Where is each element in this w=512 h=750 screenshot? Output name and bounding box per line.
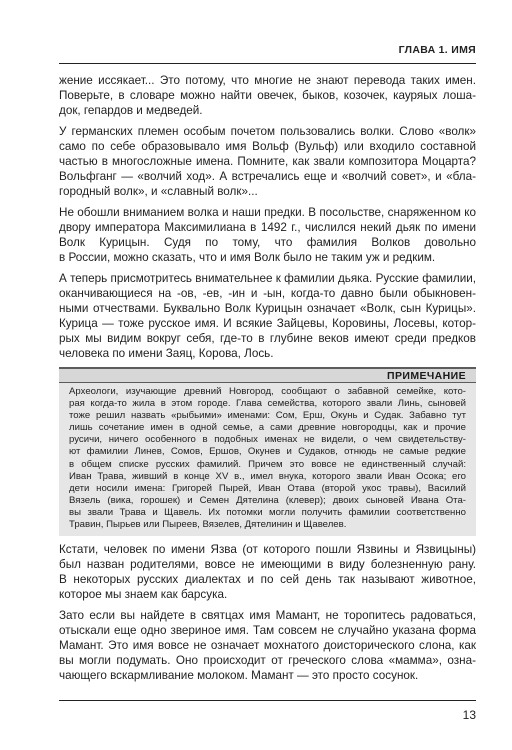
- text-line: в России, можно сказать, что и имя Волк было не таким уж и редким.: [59, 251, 436, 264]
- text-line: городный волк», и «славный волк»...: [59, 185, 258, 198]
- note-line: Травин, Пырьев или Пыреев, Вязелев, Дятелинин и Щавелев.: [69, 519, 347, 531]
- text-line: А теперь присмотритесь внимательнее к фамилии дьяка. Русские фамилии,: [59, 272, 476, 285]
- footer-rule: [59, 700, 476, 701]
- text-line: был назван родителями, вовсе не имеющими в виду болезненную рану.: [59, 558, 476, 572]
- page-number: 13: [462, 708, 476, 722]
- text-line: частью в многосложные имена. Помните, как звали композитора Моцарта?: [59, 155, 476, 168]
- paragraph: [59, 205, 476, 265]
- note-line: лишь сочетание имен в одной семье, а сами древние новгородцы, как и прочие: [69, 422, 466, 434]
- text-line: которое мы знаем как барсука.: [59, 588, 228, 602]
- note-line: вы звали Трава и Щавель. Их потомки могли получить фамилии соответственно: [69, 506, 466, 518]
- chapter-title: ГЛАВА 1. ИМЯ: [398, 44, 476, 56]
- note-line: русичи, ничего особенного в подобных именах не видели, о чем свидетельству-: [69, 434, 466, 446]
- text-line: чающего вскармливание молоком. Мамант — это просто сосунок.: [59, 669, 419, 683]
- paragraph: [59, 542, 476, 602]
- text-line: человека по имени Заяц, Корова, Лось.: [59, 347, 274, 360]
- text-line: вы могли подумать. Оно происходит от греческого слова «мамма», озна-: [59, 654, 476, 668]
- text-line: жение иссякает... Это потому, что многие не знают перевода таких имен.: [59, 74, 476, 87]
- note-header: [59, 367, 476, 383]
- paragraph: [59, 608, 476, 683]
- text-line: У германских племен особым почетом пользовались волки. Слово «волк»: [59, 125, 476, 138]
- text-line: Вольфганг — «волчий ход». А встречались еще и «волчий совет», и «бла-: [59, 170, 476, 183]
- text-line: док, гепардов и медведей.: [59, 104, 203, 117]
- paragraph: [59, 271, 476, 361]
- note-line: тоже решил назвать «рыбьими» именами: Сом, Ерш, Окунь и Судак. Забавно тут: [69, 410, 466, 422]
- note-line: Вязель (вика, горошек) и Семен Дятелина (клевер); двоих сыновей Ивана Ота-: [69, 494, 466, 506]
- text-line: Поверьте, в словаре можно найти овечек, быков, козочек, кауряых лоша-: [59, 89, 476, 102]
- text-line: Кстати, человек по имени Язва (от которого пошли Язвины и Язвицыны): [59, 543, 476, 557]
- text-line: В некоторых русских диалектах и по сей день так называют животное,: [59, 573, 476, 587]
- note-line: дети носили имена: Григорей Пырей, Иван Отава (второй укос травы), Василий: [69, 482, 466, 494]
- note-title: ПРИМЕЧАНИЕ: [387, 370, 466, 382]
- note-line: Иван Трава, живший в конце XV в., имел внука, которого звали Иван Осока; его: [69, 470, 466, 482]
- note-line: в общем списке русских фамилий. Причем это вовсе не единственный случай:: [69, 458, 466, 470]
- text-line: Мамант. Это имя вовсе не означает мохнатого доисторического слона, как: [59, 639, 476, 653]
- text-line: Волк Курицын. Судя по тому, что фамилия Волков довольно: [59, 236, 476, 249]
- text-line: ными отчествами. Буквально Волк Курицын означает «Волк, сын Курицы».: [59, 302, 476, 315]
- note-body: [59, 383, 476, 536]
- paragraph: [59, 73, 476, 118]
- page-body: [59, 73, 476, 689]
- text-line: оканчивающиеся на -ов, -ев, -ин и -ын, когда-то давно были обыкновен-: [59, 287, 476, 300]
- text-line: Не обошли вниманием волка и наши предки. В посольстве, снаряженном ко: [59, 206, 476, 219]
- text-line: отыскали еще одно звериное имя. Там совсем не случайно указана форма: [59, 624, 476, 638]
- text-line: двору императора Максимилиана в 1492 г., числился некий дьяк по имени: [59, 221, 476, 234]
- text-line: Зато если вы найдете в святцах имя Мамант, не торопитесь радоваться,: [59, 609, 476, 623]
- paragraph: [59, 124, 476, 199]
- text-line: рых мы видим вокруг себя, где-то в глубине веков имеют среди предков: [59, 332, 476, 345]
- running-header: [59, 40, 476, 64]
- note-line: ют фамилии Линев, Сомов, Ершов, Окунев и Судаков, отнюдь не самые редкие: [69, 446, 466, 458]
- note-line: рая когда-то жила в этом городе. Глава семейства, которого звали Линь, сыновей: [69, 398, 466, 410]
- text-line: само по себе образовывало имя Вольф (Вульф) или входило составной: [59, 140, 476, 153]
- note-box: [59, 367, 476, 536]
- text-line: Курица — тоже русское имя. И всякие Зайцевы, Коровины, Лосевы, котор-: [59, 317, 476, 330]
- note-line: Археологи, изучающие древний Новгород, сообщают о забавной семейке, кото-: [69, 386, 466, 397]
